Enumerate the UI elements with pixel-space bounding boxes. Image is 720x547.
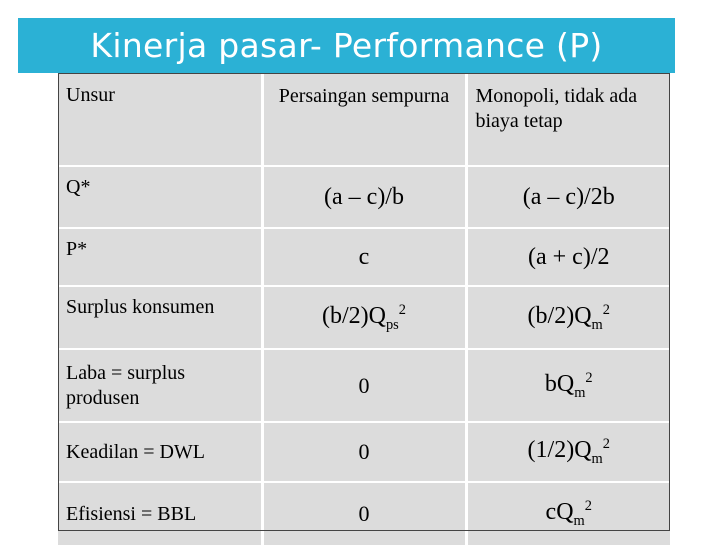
header-monopoli: Monopoli, tidak ada biaya tetap [466,73,670,166]
header-persaingan-sempurna: Persaingan sempurna [262,73,466,166]
row-label: Q* [58,166,262,228]
row-label: Keadilan = DWL [58,422,262,482]
formula-superscript: 2 [602,301,610,318]
formula-subscript: ps [385,316,399,333]
cell-pc-value: 0 [262,482,466,546]
cell-pc-value: c [262,228,466,286]
formula-superscript: 2 [602,436,610,453]
table-frame [58,73,670,531]
row-label: Efisiensi = BBL [58,482,262,546]
cell-pc-value: 0 [262,349,466,422]
row-label: P* [58,228,262,286]
cell-pc-value: 0 [262,422,466,482]
formula-superscript: 2 [585,369,593,386]
formula-superscript: 2 [584,498,592,515]
formula-subscript: m [591,450,603,467]
row-label: Laba = surplus produsen [58,349,262,422]
slide-title: Kinerja pasar- Performance (P) [90,26,603,65]
formula-superscript: 2 [398,301,406,318]
formula-base: (1/2)Q [527,437,592,464]
formula-subscript: m [591,316,603,333]
row-label: Surplus konsumen [58,286,262,349]
formula-base: bQ [544,370,575,397]
formula-base: (b/2)Q [527,302,592,329]
cell-mono-value: (a – c)/2b [466,166,670,228]
formula-base: (b/2)Q [322,302,386,329]
formula-subscript: m [573,512,585,529]
cell-pc-value: (a – c)/b [262,166,466,228]
cell-mono-value: (a + c)/2 [466,228,670,286]
header-unsur: Unsur [58,73,262,166]
formula-subscript: m [574,384,586,401]
formula-base: cQ [545,499,574,526]
